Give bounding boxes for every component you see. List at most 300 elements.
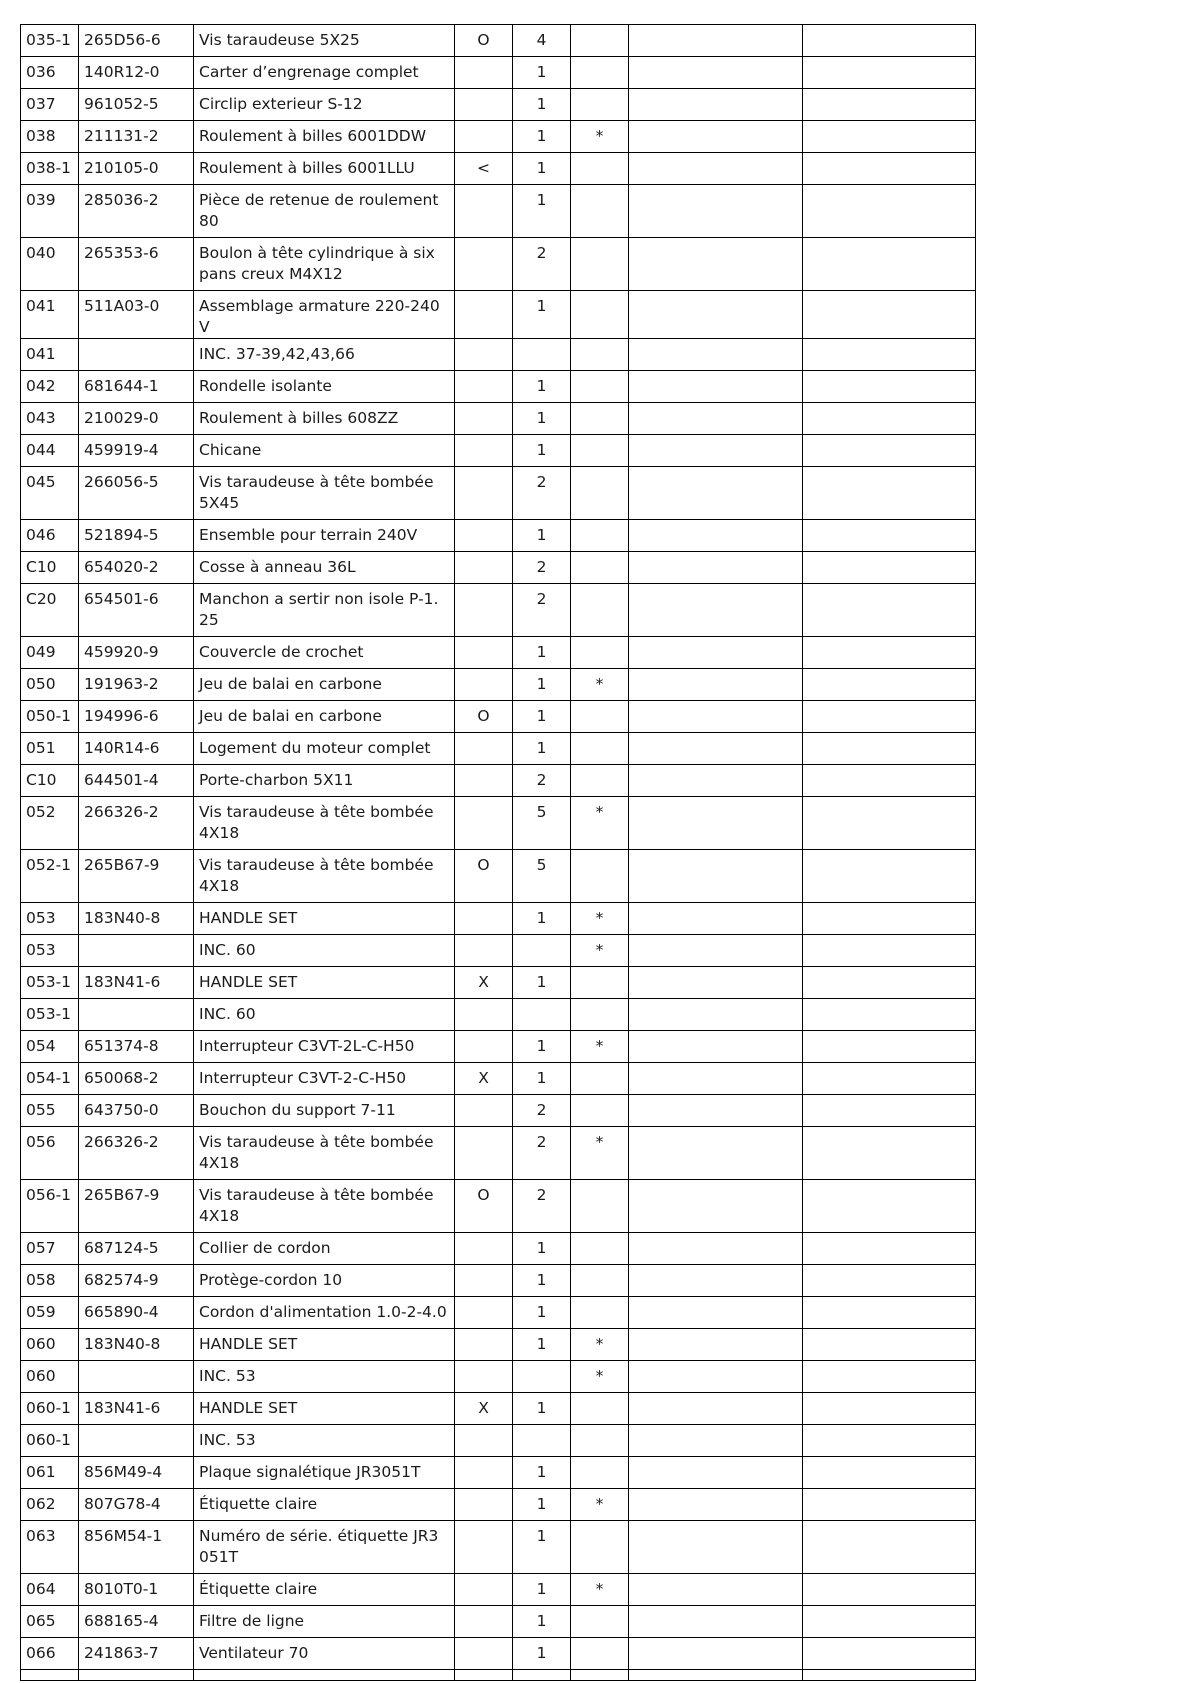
item-number-cell: 050 [21, 669, 79, 701]
empty-cell [629, 57, 803, 89]
table-row [21, 999, 976, 1031]
empty-cell [803, 903, 976, 935]
description-cell: Pièce de retenue de roulement 80 [194, 185, 455, 238]
part-number-cell: 210029-0 [79, 403, 194, 435]
description-cell: Vis taraudeuse à tête bombée 4X18 [194, 1127, 455, 1180]
quantity-cell: 1 [513, 1489, 571, 1521]
item-number-cell: 053 [21, 935, 79, 967]
table-row [21, 1031, 976, 1063]
item-number-cell: 045 [21, 467, 79, 520]
table-row [21, 765, 976, 797]
variant-mark-cell: < [455, 153, 513, 185]
variant-mark-cell [455, 637, 513, 669]
variant-mark-cell [455, 238, 513, 291]
note-cell [571, 1457, 629, 1489]
part-number-cell: 140R14-6 [79, 733, 194, 765]
table-row [21, 1180, 976, 1233]
variant-mark-cell [455, 403, 513, 435]
item-number-cell: 054-1 [21, 1063, 79, 1095]
quantity-cell: 1 [513, 520, 571, 552]
empty-cell [803, 1127, 976, 1180]
table-row [21, 291, 976, 339]
table-row [21, 520, 976, 552]
empty-cell [629, 1425, 803, 1457]
table-row [21, 1457, 976, 1489]
empty-cell [803, 371, 976, 403]
table-row [21, 1521, 976, 1574]
empty-cell [803, 1329, 976, 1361]
empty-cell [803, 153, 976, 185]
variant-mark-cell [455, 121, 513, 153]
description-cell: Boulon à tête cylindrique à six pans creux M4X12 [194, 238, 455, 291]
item-number-cell: 064 [21, 1574, 79, 1606]
table-row [21, 1127, 976, 1180]
description-cell: Filtre de ligne [194, 1606, 455, 1638]
variant-mark-cell [455, 1297, 513, 1329]
variant-mark-cell [455, 520, 513, 552]
description-cell: Circlip exterieur S-12 [194, 89, 455, 121]
note-cell [571, 371, 629, 403]
table-row [21, 57, 976, 89]
empty-cell [629, 1393, 803, 1425]
note-cell [571, 1393, 629, 1425]
empty-cell [513, 1670, 571, 1681]
empty-cell [803, 435, 976, 467]
quantity-cell: 1 [513, 1574, 571, 1606]
empty-cell [629, 403, 803, 435]
empty-cell [803, 185, 976, 238]
item-number-cell: 056 [21, 1127, 79, 1180]
item-number-cell: 053 [21, 903, 79, 935]
item-number-cell: 035-1 [21, 25, 79, 57]
empty-cell [803, 701, 976, 733]
table-row [21, 467, 976, 520]
empty-cell [803, 1670, 976, 1681]
item-number-cell: 060 [21, 1329, 79, 1361]
empty-cell [803, 403, 976, 435]
part-number-cell: 8010T0-1 [79, 1574, 194, 1606]
part-number-cell: 265B67-9 [79, 1180, 194, 1233]
description-cell: Manchon a sertir non isole P-1.25 [194, 584, 455, 637]
variant-mark-cell: O [455, 25, 513, 57]
table-row [21, 1393, 976, 1425]
quantity-cell: 1 [513, 89, 571, 121]
part-number-cell: 266056-5 [79, 467, 194, 520]
item-number-cell: 062 [21, 1489, 79, 1521]
part-number-cell: 687124-5 [79, 1233, 194, 1265]
quantity-cell: 1 [513, 733, 571, 765]
variant-mark-cell [455, 1329, 513, 1361]
empty-cell [629, 1265, 803, 1297]
quantity-cell: 1 [513, 403, 571, 435]
empty-cell [803, 1233, 976, 1265]
description-cell: Roulement à billes 6001LLU [194, 153, 455, 185]
table-row [21, 435, 976, 467]
quantity-cell: 1 [513, 1638, 571, 1670]
empty-cell [803, 1180, 976, 1233]
quantity-cell: 1 [513, 701, 571, 733]
quantity-cell: 2 [513, 467, 571, 520]
quantity-cell: 2 [513, 1127, 571, 1180]
item-number-cell: 043 [21, 403, 79, 435]
parts-table-body [21, 25, 976, 1681]
item-number-cell: 060-1 [21, 1393, 79, 1425]
table-row [21, 238, 976, 291]
empty-cell [629, 935, 803, 967]
variant-mark-cell: O [455, 850, 513, 903]
empty-cell [629, 89, 803, 121]
quantity-cell: 2 [513, 552, 571, 584]
empty-cell [629, 797, 803, 850]
empty-cell [21, 1670, 79, 1681]
part-number-cell: 459919-4 [79, 435, 194, 467]
empty-cell [803, 967, 976, 999]
description-cell: Vis taraudeuse à tête bombée 4X18 [194, 797, 455, 850]
variant-mark-cell: X [455, 967, 513, 999]
part-number-cell: 285036-2 [79, 185, 194, 238]
empty-cell [803, 1031, 976, 1063]
quantity-cell: 5 [513, 850, 571, 903]
table-row [21, 552, 976, 584]
variant-mark-cell [455, 371, 513, 403]
description-cell: Protège-cordon 10 [194, 1265, 455, 1297]
note-cell: * [571, 797, 629, 850]
quantity-cell: 2 [513, 584, 571, 637]
description-cell: INC. 53 [194, 1425, 455, 1457]
note-cell [571, 89, 629, 121]
item-number-cell: 057 [21, 1233, 79, 1265]
empty-cell [629, 291, 803, 339]
note-cell [571, 1521, 629, 1574]
table-row [21, 339, 976, 371]
part-number-cell: 459920-9 [79, 637, 194, 669]
variant-mark-cell [455, 584, 513, 637]
table-row [21, 669, 976, 701]
item-number-cell: 051 [21, 733, 79, 765]
quantity-cell: 1 [513, 1233, 571, 1265]
empty-cell [629, 765, 803, 797]
description-cell: HANDLE SET [194, 1329, 455, 1361]
note-cell: * [571, 121, 629, 153]
empty-cell [629, 339, 803, 371]
quantity-cell: 1 [513, 291, 571, 339]
empty-cell [803, 552, 976, 584]
empty-cell [629, 1638, 803, 1670]
table-row [21, 371, 976, 403]
part-number-cell [79, 999, 194, 1031]
note-cell: * [571, 935, 629, 967]
empty-cell [803, 89, 976, 121]
quantity-cell: 1 [513, 57, 571, 89]
quantity-cell: 1 [513, 435, 571, 467]
empty-cell [629, 999, 803, 1031]
table-row [21, 1063, 976, 1095]
part-number-cell: 654020-2 [79, 552, 194, 584]
note-cell [571, 850, 629, 903]
quantity-cell [513, 1361, 571, 1393]
note-cell [571, 1638, 629, 1670]
description-cell: HANDLE SET [194, 1393, 455, 1425]
item-number-cell: 059 [21, 1297, 79, 1329]
variant-mark-cell [455, 291, 513, 339]
note-cell [571, 1606, 629, 1638]
quantity-cell: 1 [513, 185, 571, 238]
empty-cell [803, 520, 976, 552]
table-row [21, 1489, 976, 1521]
item-number-cell: 041 [21, 339, 79, 371]
description-cell: INC. 60 [194, 999, 455, 1031]
description-cell: Rondelle isolante [194, 371, 455, 403]
empty-cell [803, 1361, 976, 1393]
item-number-cell: 056-1 [21, 1180, 79, 1233]
quantity-cell [513, 339, 571, 371]
part-number-cell: 856M49-4 [79, 1457, 194, 1489]
empty-cell [571, 1670, 629, 1681]
empty-cell [629, 1063, 803, 1095]
part-number-cell: 856M54-1 [79, 1521, 194, 1574]
empty-cell [803, 467, 976, 520]
description-cell: Vis taraudeuse à tête bombée 4X18 [194, 850, 455, 903]
note-cell [571, 57, 629, 89]
table-row [21, 153, 976, 185]
part-number-cell: 183N41-6 [79, 967, 194, 999]
empty-cell [803, 669, 976, 701]
part-number-cell: 211131-2 [79, 121, 194, 153]
description-cell: Chicane [194, 435, 455, 467]
part-number-cell: 650068-2 [79, 1063, 194, 1095]
part-number-cell: 681644-1 [79, 371, 194, 403]
description-cell: Étiquette claire [194, 1574, 455, 1606]
description-cell: Collier de cordon [194, 1233, 455, 1265]
item-number-cell: C10 [21, 765, 79, 797]
variant-mark-cell [455, 765, 513, 797]
table-row [21, 1574, 976, 1606]
variant-mark-cell [455, 1233, 513, 1265]
note-cell: * [571, 1574, 629, 1606]
note-cell [571, 185, 629, 238]
empty-cell [803, 1638, 976, 1670]
empty-cell [629, 552, 803, 584]
empty-cell [629, 185, 803, 238]
item-number-cell: 038-1 [21, 153, 79, 185]
table-row [21, 1095, 976, 1127]
description-cell: Ventilateur 70 [194, 1638, 455, 1670]
part-number-cell: 140R12-0 [79, 57, 194, 89]
part-number-cell: 241863-7 [79, 1638, 194, 1670]
variant-mark-cell [455, 1489, 513, 1521]
note-cell [571, 435, 629, 467]
item-number-cell: 055 [21, 1095, 79, 1127]
description-cell: Porte-charbon 5X11 [194, 765, 455, 797]
item-number-cell: 037 [21, 89, 79, 121]
empty-cell [629, 467, 803, 520]
item-number-cell: 036 [21, 57, 79, 89]
empty-cell [629, 435, 803, 467]
table-row [21, 701, 976, 733]
empty-cell [629, 701, 803, 733]
variant-mark-cell [455, 669, 513, 701]
item-number-cell: 040 [21, 238, 79, 291]
empty-cell [629, 1127, 803, 1180]
note-cell [571, 403, 629, 435]
empty-cell [629, 1457, 803, 1489]
variant-mark-cell [455, 1425, 513, 1457]
part-number-cell: 643750-0 [79, 1095, 194, 1127]
description-cell: Bouchon du support 7-11 [194, 1095, 455, 1127]
quantity-cell: 1 [513, 153, 571, 185]
table-row [21, 89, 976, 121]
note-cell [571, 238, 629, 291]
table-row [21, 185, 976, 238]
item-number-cell: 053-1 [21, 999, 79, 1031]
note-cell [571, 25, 629, 57]
variant-mark-cell [455, 1361, 513, 1393]
empty-cell [629, 1329, 803, 1361]
part-number-cell: 266326-2 [79, 1127, 194, 1180]
description-cell: HANDLE SET [194, 967, 455, 999]
part-number-cell: 654501-6 [79, 584, 194, 637]
quantity-cell: 2 [513, 1180, 571, 1233]
empty-cell [629, 1489, 803, 1521]
description-cell: Logement du moteur complet [194, 733, 455, 765]
note-cell [571, 584, 629, 637]
part-number-cell: 511A03-0 [79, 291, 194, 339]
note-cell [571, 1233, 629, 1265]
note-cell: * [571, 903, 629, 935]
variant-mark-cell [455, 185, 513, 238]
part-number-cell: 807G78-4 [79, 1489, 194, 1521]
variant-mark-cell [455, 467, 513, 520]
variant-mark-cell: X [455, 1063, 513, 1095]
item-number-cell: 063 [21, 1521, 79, 1574]
empty-cell [803, 733, 976, 765]
variant-mark-cell [455, 1521, 513, 1574]
note-cell [571, 701, 629, 733]
empty-cell [803, 1457, 976, 1489]
empty-cell [629, 1521, 803, 1574]
empty-cell [803, 797, 976, 850]
part-number-cell: 265B67-9 [79, 850, 194, 903]
note-cell [571, 1063, 629, 1095]
empty-cell [629, 238, 803, 291]
table-row [21, 850, 976, 903]
empty-cell [629, 1297, 803, 1329]
part-number-cell: 682574-9 [79, 1265, 194, 1297]
empty-cell [803, 1425, 976, 1457]
quantity-cell: 1 [513, 637, 571, 669]
table-row-cutoff [21, 1670, 976, 1681]
item-number-cell: 060 [21, 1361, 79, 1393]
item-number-cell: 044 [21, 435, 79, 467]
item-number-cell: 046 [21, 520, 79, 552]
table-row [21, 121, 976, 153]
table-row [21, 637, 976, 669]
note-cell [571, 1297, 629, 1329]
note-cell [571, 339, 629, 371]
empty-cell [803, 637, 976, 669]
item-number-cell: 042 [21, 371, 79, 403]
note-cell [571, 765, 629, 797]
empty-cell [803, 57, 976, 89]
empty-cell [629, 153, 803, 185]
table-row [21, 1606, 976, 1638]
quantity-cell: 1 [513, 1393, 571, 1425]
empty-cell [629, 903, 803, 935]
description-cell: INC. 37-39,42,43,66 [194, 339, 455, 371]
empty-cell [629, 1180, 803, 1233]
part-number-cell: 191963-2 [79, 669, 194, 701]
description-cell: Interrupteur C3VT-2L-C-H50 [194, 1031, 455, 1063]
variant-mark-cell [455, 1095, 513, 1127]
table-row [21, 1329, 976, 1361]
note-cell [571, 467, 629, 520]
item-number-cell: 039 [21, 185, 79, 238]
description-cell: INC. 53 [194, 1361, 455, 1393]
note-cell [571, 999, 629, 1031]
description-cell: Roulement à billes 608ZZ [194, 403, 455, 435]
part-number-cell: 644501-4 [79, 765, 194, 797]
part-number-cell [79, 935, 194, 967]
description-cell: Vis taraudeuse 5X25 [194, 25, 455, 57]
variant-mark-cell [455, 1606, 513, 1638]
note-cell: * [571, 1127, 629, 1180]
part-number-cell: 521894-5 [79, 520, 194, 552]
description-cell: Assemblage armature 220-240V [194, 291, 455, 339]
description-cell: Numéro de série. étiquette JR3051T [194, 1521, 455, 1574]
part-number-cell: 183N41-6 [79, 1393, 194, 1425]
quantity-cell: 1 [513, 1297, 571, 1329]
item-number-cell: 052-1 [21, 850, 79, 903]
empty-cell [803, 1297, 976, 1329]
empty-cell [803, 850, 976, 903]
quantity-cell: 2 [513, 1095, 571, 1127]
part-number-cell: 961052-5 [79, 89, 194, 121]
item-number-cell: 066 [21, 1638, 79, 1670]
quantity-cell: 1 [513, 903, 571, 935]
item-number-cell: 060-1 [21, 1425, 79, 1457]
description-cell: Roulement à billes 6001DDW [194, 121, 455, 153]
item-number-cell: 058 [21, 1265, 79, 1297]
description-cell: Interrupteur C3VT-2-C-H50 [194, 1063, 455, 1095]
empty-cell [803, 1095, 976, 1127]
empty-cell [629, 371, 803, 403]
variant-mark-cell [455, 1031, 513, 1063]
empty-cell [803, 1489, 976, 1521]
empty-cell [803, 1574, 976, 1606]
part-number-cell [79, 1361, 194, 1393]
note-cell [571, 637, 629, 669]
variant-mark-cell: O [455, 1180, 513, 1233]
item-number-cell: 041 [21, 291, 79, 339]
table-row [21, 1425, 976, 1457]
empty-cell [79, 1670, 194, 1681]
parts-table [20, 24, 976, 1681]
empty-cell [803, 1521, 976, 1574]
empty-cell [629, 1606, 803, 1638]
variant-mark-cell [455, 1457, 513, 1489]
table-row [21, 733, 976, 765]
quantity-cell: 1 [513, 1031, 571, 1063]
table-row [21, 903, 976, 935]
empty-cell [803, 339, 976, 371]
part-number-cell: 194996-6 [79, 701, 194, 733]
part-number-cell [79, 339, 194, 371]
description-cell: Cosse à anneau 36L [194, 552, 455, 584]
variant-mark-cell [455, 1127, 513, 1180]
empty-cell [803, 25, 976, 57]
note-cell [571, 552, 629, 584]
item-number-cell: C10 [21, 552, 79, 584]
